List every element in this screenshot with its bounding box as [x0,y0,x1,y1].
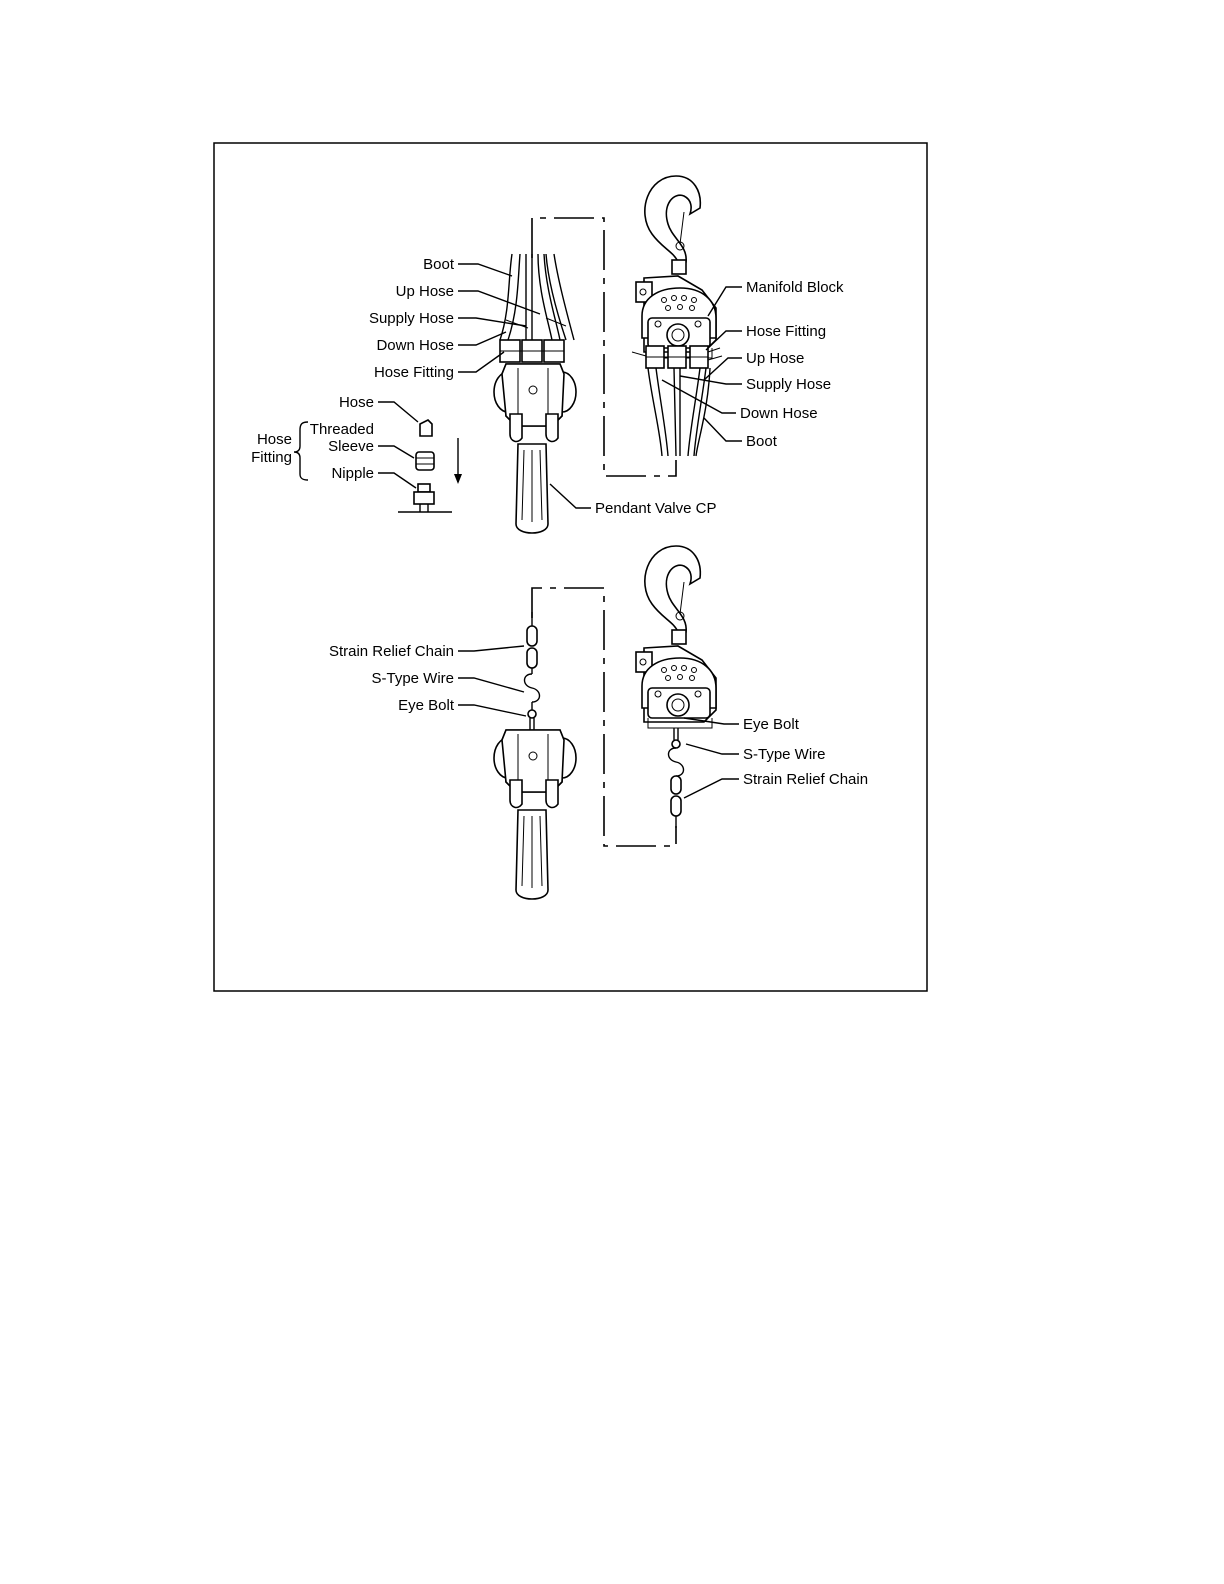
label-supply-hose-right: Supply Hose [746,376,832,393]
label-manifold-block: Manifold Block [746,279,844,296]
label-up-hose-right: Up Hose [746,350,805,367]
threaded-sleeve-piece [416,452,434,470]
bottom-right-chain-assembly [669,728,684,828]
label-nipple: Nipple [331,465,374,482]
top-view [251,176,844,533]
label-supply-hose-left: Supply Hose [368,310,454,327]
label-pendant-valve: Pendant Valve CP [595,500,717,517]
top-pendant-valve [494,364,576,533]
label-strain-relief-chain-right: Strain Relief Chain [743,771,869,788]
bottom-hoist [636,546,716,728]
label-threaded-sleeve-line2: Sleeve [328,438,374,455]
bottom-left-chain-assembly [525,612,540,732]
label-s-type-wire-right: S-Type Wire [743,746,826,763]
label-threaded-sleeve-line1: Threaded [309,421,374,438]
label-strain-relief-chain-left: Strain Relief Chain [328,643,454,660]
label-hose-fitting-right: Hose Fitting [746,323,827,340]
label-s-type-wire-left: S-Type Wire [371,670,454,687]
label-hose-fitting-group-line1: Hose [256,431,292,448]
label-down-hose-left: Down Hose [376,337,454,354]
label-eye-bolt-right: Eye Bolt [743,716,799,733]
label-hose: Hose [338,394,374,411]
label-hose-fitting-left: Hose Fitting [373,364,454,381]
hose-piece [420,420,432,436]
label-up-hose-left: Up Hose [395,283,454,300]
label-boot-left: Boot [423,256,454,273]
nipple-piece [418,484,430,492]
bottom-view [329,546,868,899]
top-hoist [636,176,716,358]
hose-fitting-brace [294,422,308,480]
top-right-hose-assembly [632,346,722,456]
label-hose-fitting-group-line2: Fitting [251,449,292,466]
bottom-pendant-valve [494,730,576,899]
figure-frame [214,143,927,991]
label-boot-right: Boot [746,433,777,450]
top-left-hose-assembly [500,254,574,362]
label-eye-bolt-left: Eye Bolt [398,697,454,714]
label-down-hose-right: Down Hose [740,405,818,422]
